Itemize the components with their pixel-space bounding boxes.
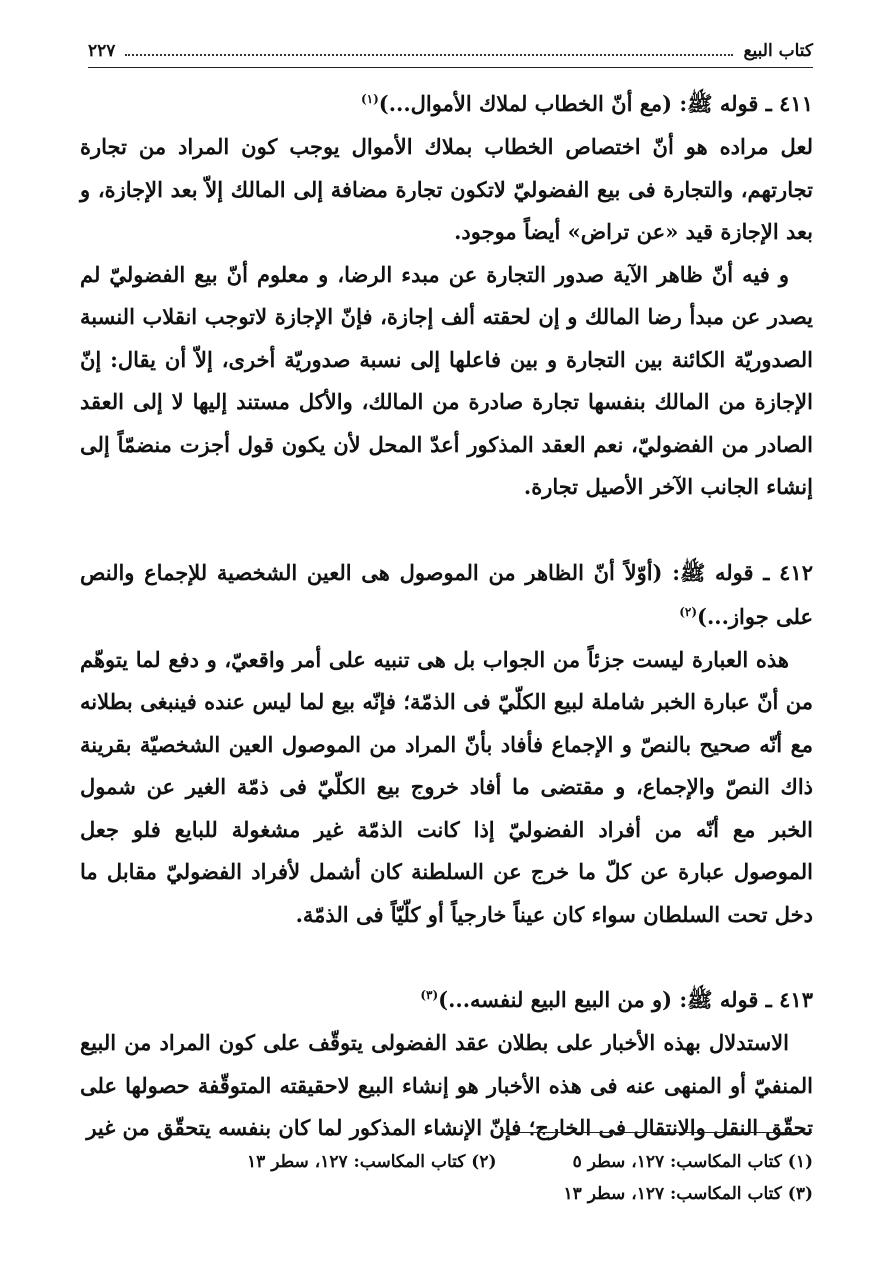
footnote-ref: (٣): [420, 988, 439, 1002]
header-dot-leader: [125, 54, 733, 56]
footnote-3: (٣) كتاب المكاسب: ١٢٧، سطر ١٣: [563, 1184, 813, 1204]
section-412: [80, 551, 813, 937]
paragraph: و فيه أنّ ظاهر الآية صدور التجارة عن مبدء الرضا، و معلوم أنّ بيع الفضوليّ لم يصدر عن مبدأ رضا المالك و إن لحقته ألف إجازة، فإنّ الإجازة لاتوجب انقلاب النسبة الصدوريّة الكائنة بين التجارة و بين فاعلها إلى نسبة صدوريّة أخرى، إلاّ أن يقال: إنّ الإجازة من المالك بنفسها تجارة صادرة من المالك، والأكل مستند إليها لا إلى العقد الصادر من الفضوليّ، نعم العقد المذكور أعدّ المحل لأن يكون قول أجزت منضمّاً إلى إنشاء الجانب الآخر الأصيل تجارة.: [80, 261, 813, 499]
footnote-ref: (١): [360, 92, 379, 106]
section-heading: ٤١١ ـ قوله ﷺ: (مع أنّ الخطاب لملاك الأموال...)$^{(١)}$: [360, 91, 813, 116]
book-title: كتاب البيع: [743, 41, 813, 61]
running-header: [88, 36, 813, 66]
footnote-ref: (٢): [679, 604, 698, 619]
paragraph: هذه العبارة ليست جزئاً من الجواب بل هى تنبيه على أمر واقعيّ، و دفع لما يتوهّم من أنّ عبارة الخبر شاملة لبيع الكلّيّ فى الذمّة؛ فإنّه بيع لما ليس عنده فينبغى بطلانه مع أنّه صحيح بالنصّ و الإجماع فأفاد بأنّ المراد من الموصول العين الشخصيّة بقرينة ذاك النصّ والإجماع، و مقتضى ما أفاد خروج بيع الكلّيّ فى ذمّة الغير عن شمول الخبر مع أنّه من أفراد الفضوليّ إذا كانت الذمّة غير مشغولة للبايع فلو جعل الموصول عبارة عن كلّ ما خرج عن السلطنة كان أشمل لأفراد الفضوليّ مقابل ما دخل تحت السلطان سواء كان عيناً خارجياً أو كلّيّاً فى الذمّة.: [80, 646, 813, 927]
section-heading: ٤١٣ ـ قوله ﷺ: (و من البيع البيع لنفسه...)$^{(٣)}$: [420, 987, 813, 1012]
section-spacer: [80, 509, 813, 551]
main-text: [80, 82, 813, 1150]
paragraph: لعل مراده هو أنّ اختصاص الخطاب بملاك الأموال يوجب كون المراد من تجارة تجارتهم، والتجارة فى بيع الفضوليّ لاتكون تجارة مضافة إلى المالك إلاّ بعد الإجازة، و بعد الإجازة قيد «عن تراض» أيضاً موجود.: [80, 134, 813, 244]
section-411: [80, 82, 813, 509]
section-heading: ٤١٢ ـ قوله ﷺ: (أوّلاً أنّ الظاهر من الموصول هى العين الشخصية للإجماع والنص على جواز...)$^{(٢)}$: [80, 559, 813, 629]
section-413: [80, 978, 813, 1150]
header-rule: [88, 67, 813, 68]
footnote-rule: [500, 1132, 812, 1133]
footnote-2: (٢) كتاب المكاسب: ١٢٧، سطر ١٣: [247, 1152, 497, 1172]
footnotes: [180, 1146, 813, 1210]
section-spacer: [80, 936, 813, 978]
footnote-1: (١) كتاب المكاسب: ١٢٧، سطر ٥: [572, 1152, 813, 1172]
page-number: ٢٢٧: [88, 41, 116, 61]
paragraph: الاستدلال بهذه الأخبار على بطلان عقد الفضولى يتوقّف على كون المراد من البيع المنفيّ أو المنهى عنه فى هذه الأخبار هو إنشاء البيع لاحقيقته المتوقّفة حصولها على تحقّق النقل والانتقال فى الخارج؛ فإنّ الإنشاء المذكور لما كان بنفسه يتحقّق من غير: [80, 1030, 813, 1140]
